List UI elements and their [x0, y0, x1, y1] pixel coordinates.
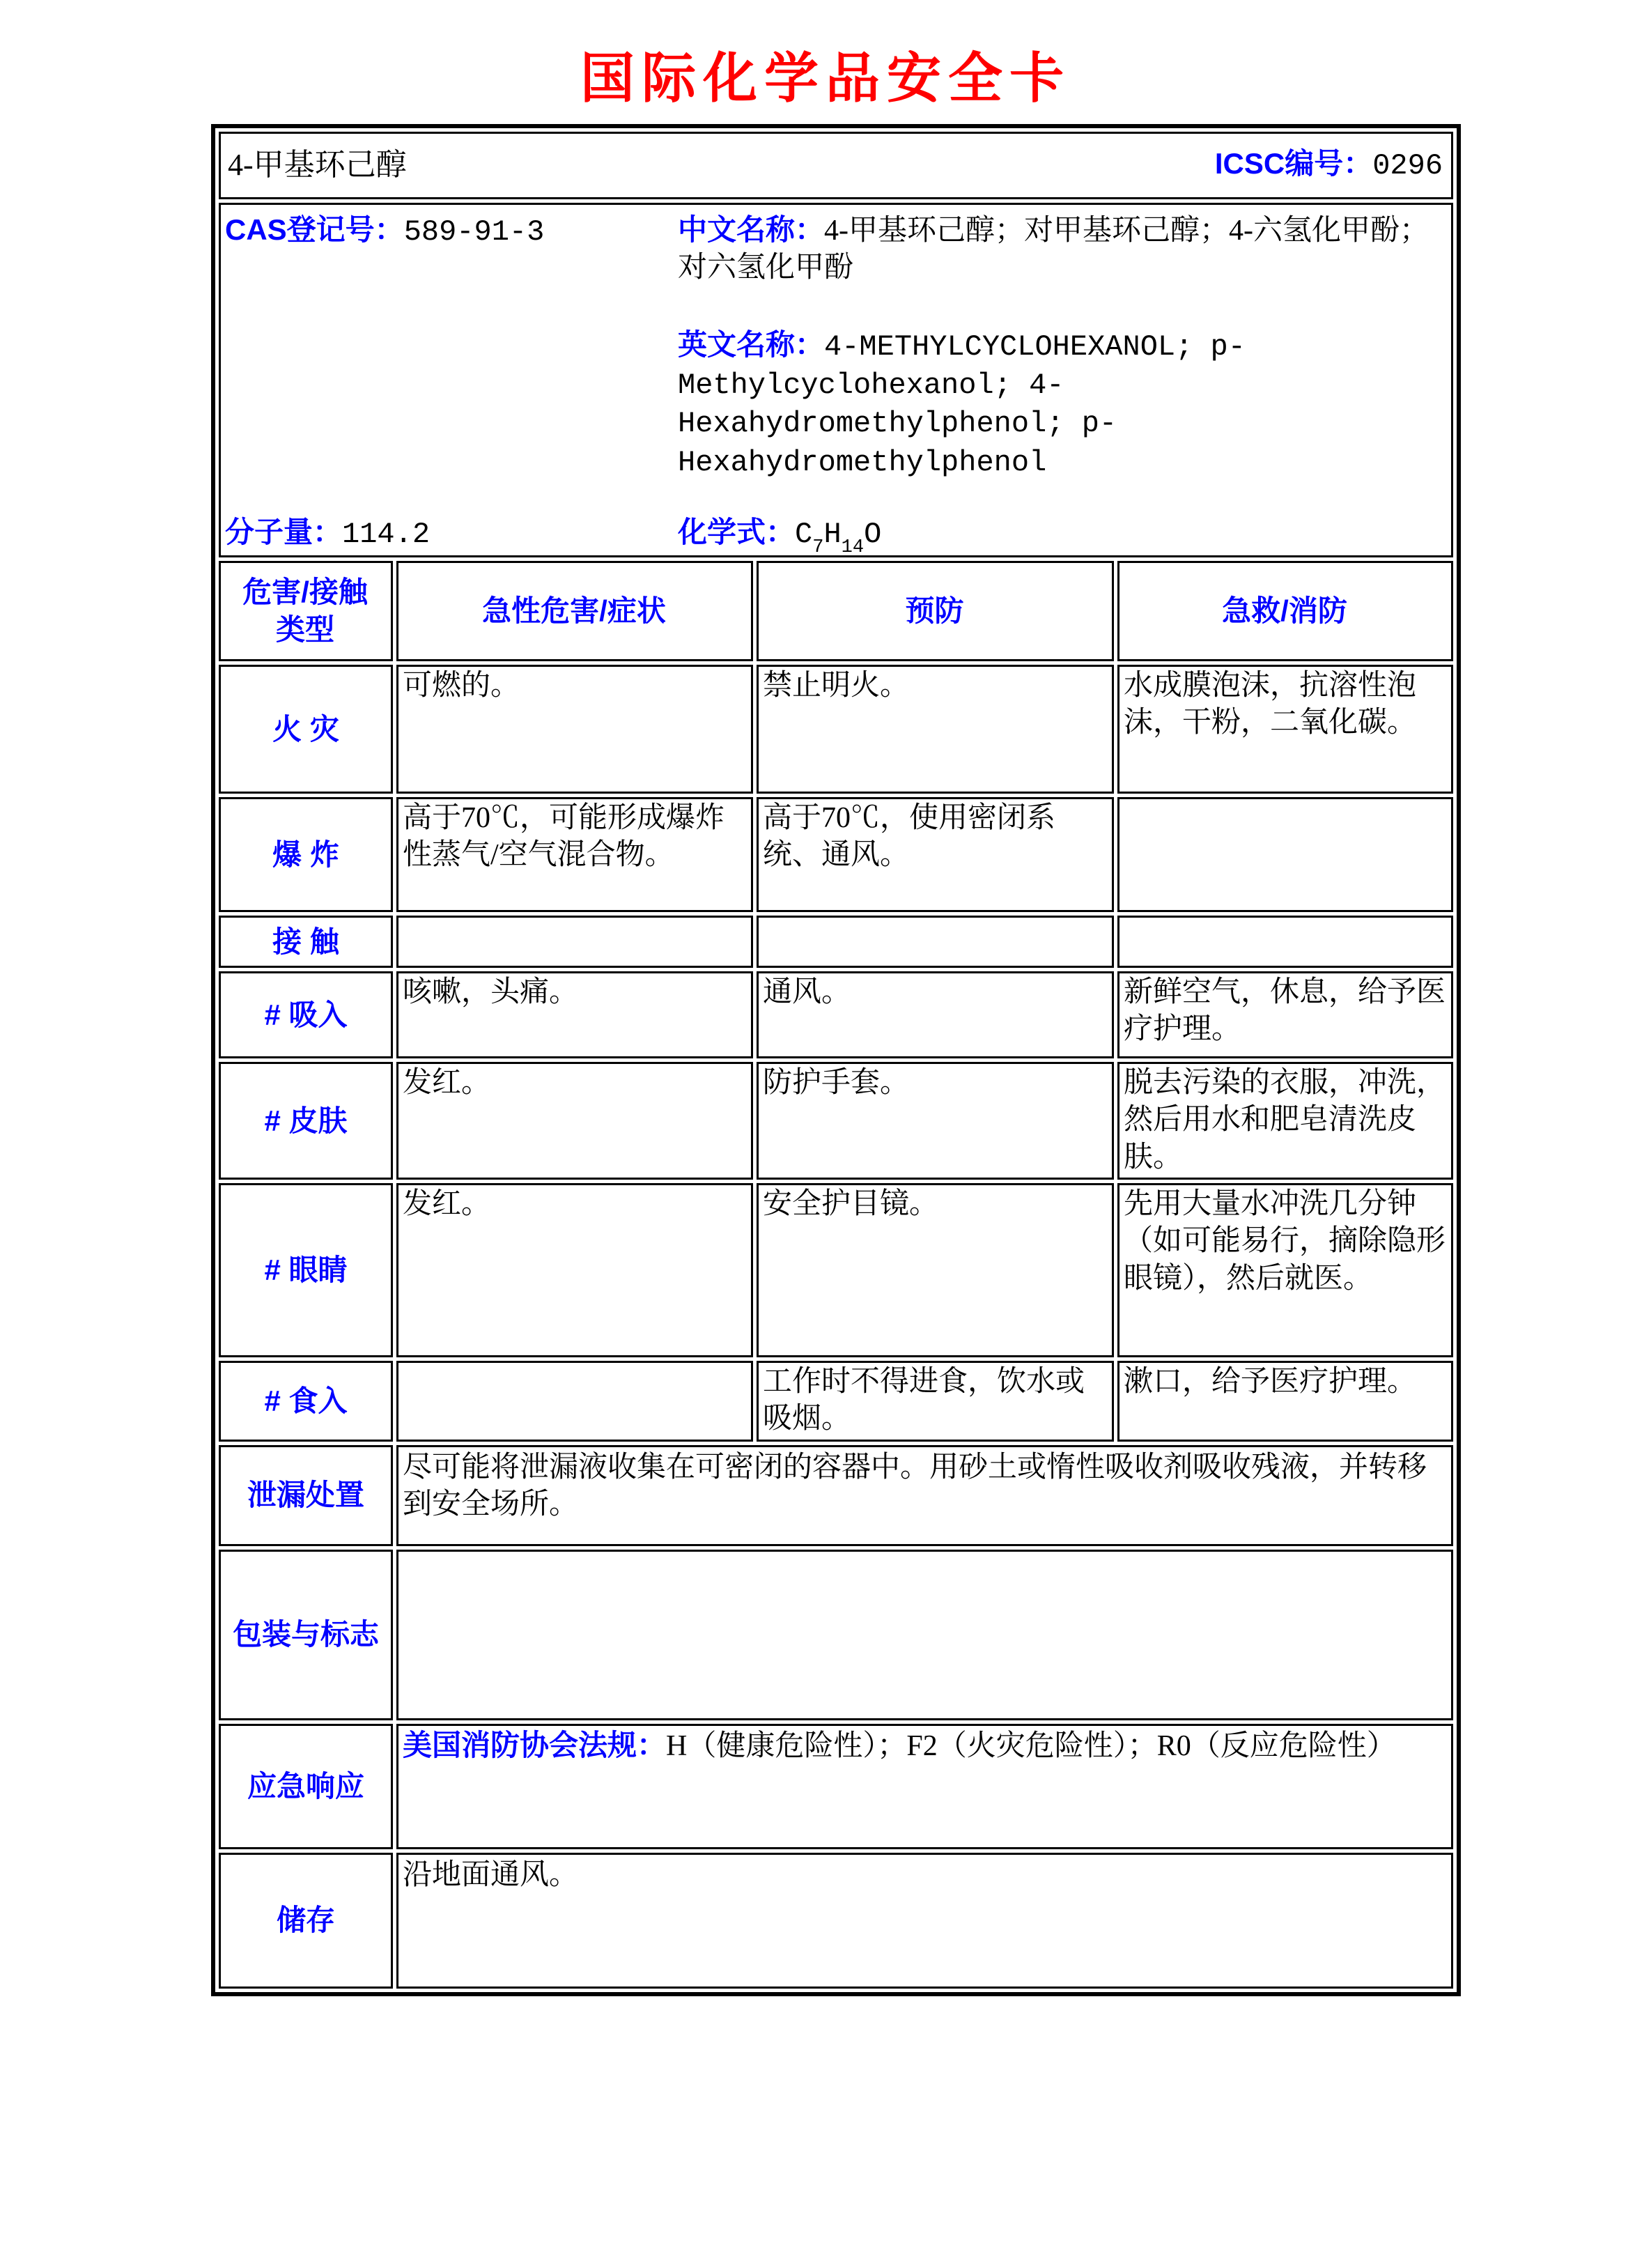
ingestion-response: 漱口，给予医疗护理。 [1117, 1361, 1453, 1442]
exposure-prevention [757, 916, 1114, 968]
header-hazard-type: 危害/接触 类型 [219, 561, 393, 661]
safety-card-table [211, 124, 1461, 1996]
english-name-value: 4-METHYLCYCLOHEXANOL; p-Methylcyclohexanol; 4-Hexahydromethylphenol; p-Hexahydromethylphenol [678, 330, 1246, 479]
icsc-number-value: 0296 [1372, 149, 1443, 183]
header-symptoms: 急性危害/症状 [396, 561, 753, 661]
names-block [678, 211, 1446, 481]
chinese-name [678, 211, 1446, 287]
ingestion-prevention: 工作时不得进食，饮水或吸烟。 [757, 1361, 1114, 1442]
chinese-name-value: 4-甲基环己醇；对甲基环己醇；4-六氢化甲酚；对六氢化甲酚 [678, 215, 1429, 284]
english-name [678, 326, 1446, 481]
hazard-row-inhalation [219, 971, 1453, 1058]
packaging-label: 包装与标志 [219, 1550, 393, 1720]
exposure-response [1117, 916, 1453, 968]
nfpa-label: 美国消防协会法规： [403, 1728, 667, 1761]
identity-row [219, 203, 1453, 557]
skin-symptoms: 发红。 [396, 1062, 753, 1180]
icsc-number [1215, 145, 1443, 185]
molecular-weight-label: 分子量： [225, 515, 343, 548]
emergency-content [396, 1724, 1453, 1849]
molecular-weight-value: 114.2 [342, 517, 431, 551]
section-row-emergency [219, 1724, 1453, 1849]
packaging-content [396, 1550, 1453, 1720]
chemical-formula-label: 化学式： [678, 515, 796, 548]
eyes-prevention: 安全护目镜。 [757, 1183, 1114, 1357]
chemical-formula [678, 514, 1446, 557]
skin-prevention: 防护手套。 [757, 1062, 1114, 1180]
storage-label: 储存 [219, 1853, 393, 1989]
exposure-label: 接 触 [219, 916, 393, 968]
spillage-label: 泄漏处置 [219, 1445, 393, 1546]
card-title-cell [219, 132, 1453, 199]
eyes-symptoms: 发红。 [396, 1183, 753, 1357]
inhalation-prevention: 通风。 [757, 971, 1114, 1058]
header-response: 急救/消防 [1117, 561, 1453, 661]
fire-prevention: 禁止明火。 [757, 665, 1114, 794]
explosion-response [1117, 797, 1453, 912]
hazard-row-explosion [219, 797, 1453, 912]
eyes-response: 先用大量水冲洗几分钟（如可能易行，摘除隐形眼镜），然后就医。 [1117, 1183, 1453, 1357]
ingestion-label: # 食入 [219, 1361, 393, 1442]
identity-cell [219, 203, 1453, 557]
cas-label: CAS登记号： [225, 213, 404, 246]
fire-label: 火 灾 [219, 665, 393, 794]
hazard-row-skin [219, 1062, 1453, 1180]
fire-symptoms: 可燃的。 [396, 665, 753, 794]
chemical-formula-value: $C_7H_{14}O$ [795, 517, 882, 557]
hazard-header-row [219, 561, 1453, 661]
hazard-row-ingestion [219, 1361, 1453, 1442]
cas-value: 589-91-3 [403, 215, 545, 249]
inhalation-response: 新鲜空气，休息，给予医疗护理。 [1117, 971, 1453, 1058]
hazard-row-exposure [219, 916, 1453, 968]
cas-number [225, 211, 678, 251]
skin-label: # 皮肤 [219, 1062, 393, 1180]
spillage-content: 尽可能将泄漏液收集在可密闭的容器中。用砂土或惰性吸收剂吸收残液，并转移到安全场所。 [396, 1445, 1453, 1546]
nfpa-value: H（健康危险性）；F2（火灾危险性）；R0（反应危险性） [666, 1729, 1396, 1762]
card-title-row [219, 132, 1453, 199]
hazard-row-eyes [219, 1183, 1453, 1357]
page-title: 国际化学品安全卡 [580, 48, 1071, 109]
fire-response: 水成膜泡沫，抗溶性泡沫，干粉，二氧化碳。 [1117, 665, 1453, 794]
inhalation-label: # 吸入 [219, 971, 393, 1058]
section-row-spillage [219, 1445, 1453, 1546]
exposure-symptoms [396, 916, 753, 968]
icsc-number-label: ICSC编号： [1214, 147, 1373, 180]
substance-name: 4-甲基环己醇 [228, 148, 407, 183]
emergency-label: 应急响应 [219, 1724, 393, 1849]
explosion-symptoms: 高于70℃，可能形成爆炸性蒸气/空气混合物。 [396, 797, 753, 912]
inhalation-symptoms: 咳嗽，头痛。 [396, 971, 753, 1058]
skin-response: 脱去污染的衣服，冲洗，然后用水和肥皂清洗皮肤。 [1117, 1062, 1453, 1180]
header-prevention: 预防 [757, 561, 1114, 661]
eyes-label: # 眼睛 [219, 1183, 393, 1357]
explosion-prevention: 高于70℃，使用密闭系统、通风。 [757, 797, 1114, 912]
section-row-packaging [219, 1550, 1453, 1720]
hazard-row-fire [219, 665, 1453, 794]
explosion-label: 爆 炸 [219, 797, 393, 912]
ingestion-symptoms [396, 1361, 753, 1442]
molecular-weight [225, 514, 678, 553]
section-row-storage [219, 1853, 1453, 1989]
storage-content: 沿地面通风。 [396, 1853, 1453, 1989]
chinese-name-label: 中文名称： [678, 213, 825, 246]
english-name-label: 英文名称： [678, 327, 825, 361]
